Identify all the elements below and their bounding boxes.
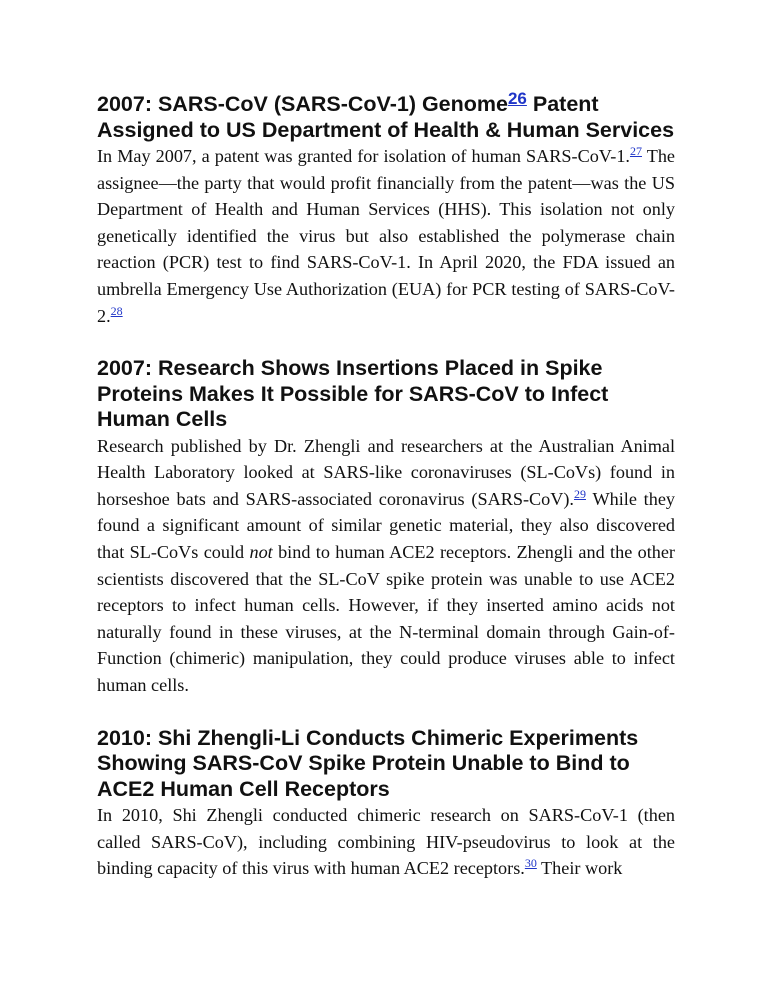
section-paragraph (97, 802, 675, 882)
footnote-ref-26[interactable]: 26 (507, 89, 527, 108)
document-page (97, 89, 675, 882)
paragraph-text: bind to human ACE2 receptors. Zhengli and the other scientists discovered that the SL-CoV spike protein was unable to use ACE2 receptors to infect human cells. However, if they inserted amino acids not naturally found in these viruses, at the N-terminal domain through Gain-of-Function (chimeric) manipulation, they could produce viruses able to infect human cells. (97, 542, 675, 695)
paragraph-text: The assignee—the party that would profit financially from the patent—was the US Department of Health and Human Services (HHS). This isolation not only genetically identified the virus but also established the polymerase chain reaction (PCR) test to find SARS-CoV-1. In April 2020, the FDA issued an umbrella Emergency Use Authorization (EUA) for PCR testing of SARS-CoV-2. (97, 146, 675, 326)
footnote-ref-27[interactable]: 27 (629, 144, 642, 158)
section-chimeric-experiments (97, 726, 675, 882)
section-heading: 2007: Research Shows Insertions Placed in Spike Proteins Makes It Possible for SARS-CoV to Infect Human Cells (97, 356, 609, 432)
paragraph-text: In 2010, Shi Zhengli conducted chimeric research on SARS-CoV-1 (then called SARS-CoV), including combining HIV-pseudovirus to look at the binding capacity of this virus with human ACE2 receptors. (97, 805, 675, 879)
emphasis-not: not (249, 542, 273, 563)
heading-text: Patent Assigned to US Department of Health & Human Services (97, 92, 675, 142)
section-paragraph (97, 143, 675, 329)
section-heading (97, 89, 675, 143)
heading-text: 2007: SARS-CoV (SARS-CoV-1) Genome (97, 92, 508, 116)
section-sars-cov-patent (97, 89, 675, 329)
paragraph-text: While they found a significant amount of similar genetic material, they also discovered that SL-CoVs could (97, 488, 675, 563)
section-spike-insertions (97, 356, 675, 698)
paragraph-text: Research published by Dr. Zhengli and researchers at the Australian Animal Health Laboratory looked at SARS-like coronaviruses (SL-CoVs) found in horseshoe bats and SARS-associated coronavirus (SARS-CoV). (97, 435, 675, 509)
paragraph-text: In May 2007, a patent was granted for isolation of human SARS-CoV-1. (97, 146, 630, 166)
paragraph-text: Their work (536, 858, 623, 879)
section-paragraph (97, 433, 675, 699)
section-heading: 2010: Shi Zhengli-Li Conducts Chimeric Experiments Showing SARS-CoV Spike Protein Unable to Bind to ACE2 Human Cell Receptors (97, 725, 639, 801)
footnote-ref-30[interactable]: 30 (524, 856, 537, 871)
footnote-ref-28[interactable]: 28 (110, 303, 123, 318)
footnote-ref-29[interactable]: 29 (573, 486, 586, 501)
